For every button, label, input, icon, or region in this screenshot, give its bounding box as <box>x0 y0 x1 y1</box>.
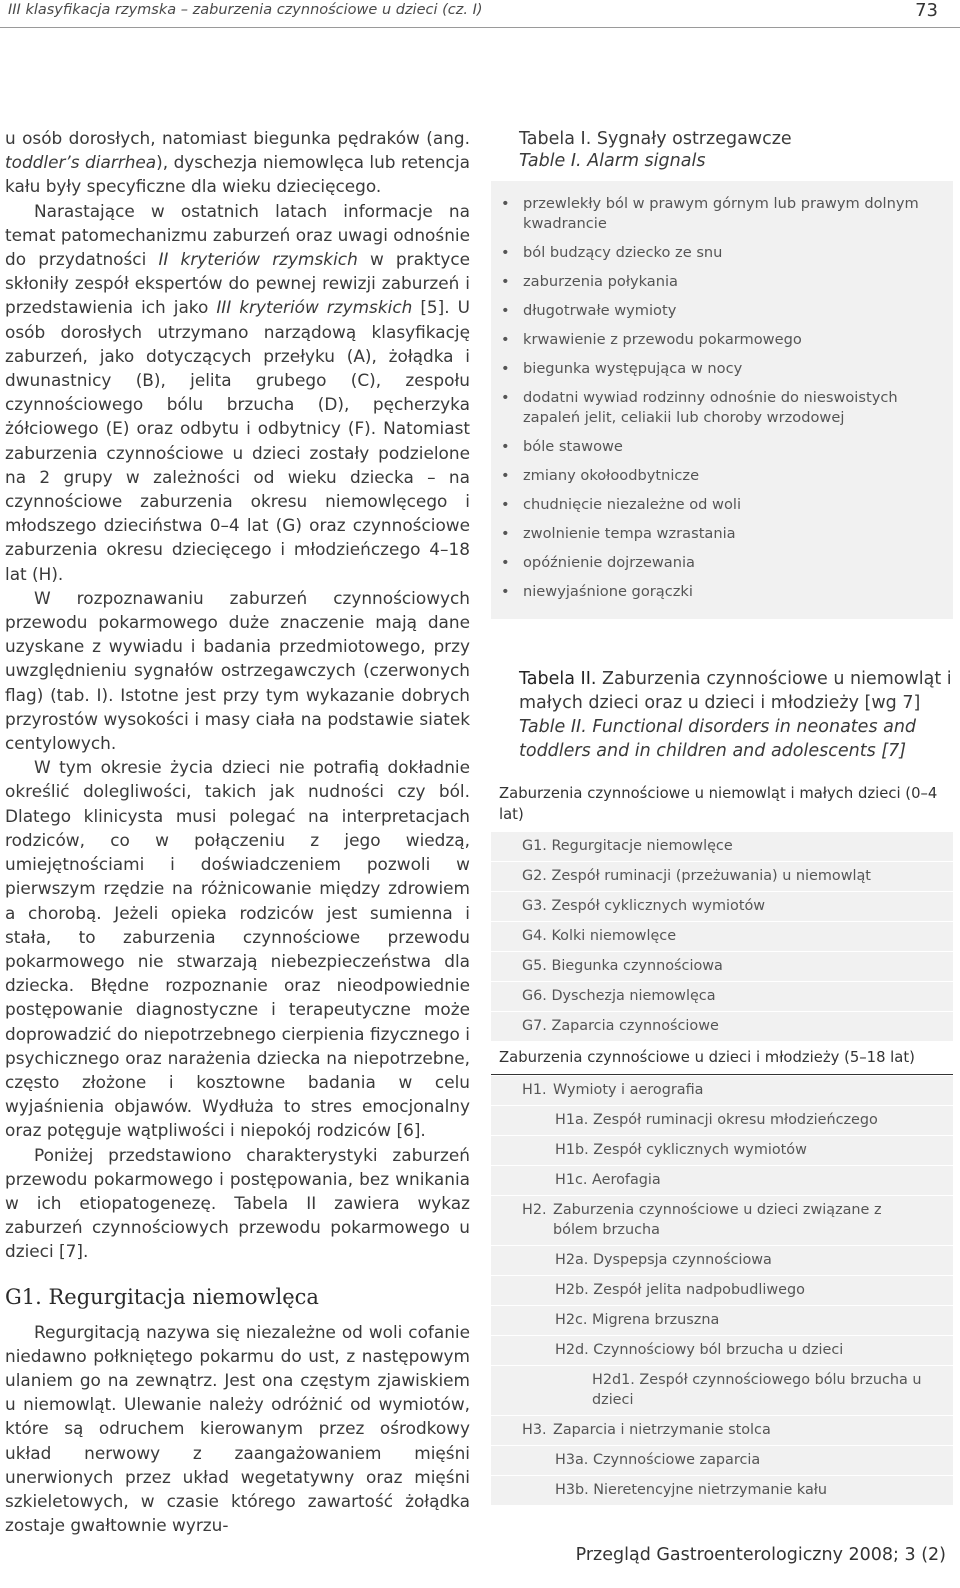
bullet-icon: • <box>501 302 510 319</box>
bullet-icon: • <box>501 389 510 406</box>
bullet-icon: • <box>501 583 510 600</box>
bullet-icon: • <box>501 496 510 513</box>
table1-caption: Tabela I. Sygnały ostrzegawcze Table I. Alarm signals <box>519 129 792 171</box>
paragraph-5: Poniżej przedstawiono charakterystyki zaburzeń przewodu pokarmowego i postępowania, bez wnikania w ich etiopatogenezę. Tabela II zawiera wykaz zaburzeń czynnościowych przewodu pokarmowego u dzieci [7]. <box>5 1144 470 1262</box>
table2-row-h1: H1. Wymioty i aerografia <box>491 1075 953 1105</box>
table2-row: H2b. Zespół jelita nadpobudliwego <box>491 1275 953 1305</box>
table2-h3-list <box>491 1445 953 1505</box>
alarm-signal-text: chudnięcie niezależne od woli <box>523 496 742 513</box>
table2-h1-list <box>491 1105 953 1195</box>
table2-group-header-children: Zaburzenia czynnościowe u dzieci i młodzieży (5–18 lat) <box>491 1041 953 1075</box>
table2-row: G7. Zaparcia czynnościowe <box>491 1011 953 1041</box>
alarm-signal-item <box>499 243 945 263</box>
main-text-column <box>5 126 470 1537</box>
table2-row: G3. Zespół cyklicznych wymiotów <box>491 891 953 921</box>
table2-group-header-infants: Zaburzenia czynnościowe u niemowląt i małych dzieci (0–4 lat) <box>491 777 953 831</box>
alarm-signal-item <box>499 330 945 350</box>
table2-group1-list <box>491 831 953 1041</box>
header-rule <box>0 27 960 28</box>
alarm-signal-item <box>499 437 945 457</box>
alarm-signal-item <box>499 582 945 602</box>
tables-column <box>491 128 953 1505</box>
paragraph-2: Narastające w ostatnich latach informacje na temat patomechanizmu zaburzeń oraz uwagi odnośnie do przydatności II kryteriów rzymskich w praktyce skłoniły zespół ekspertów do pewnej rewizji zaburzeń i przedstawienia ich jako III kryteriów rzymskich [5]. U osób dorosłych utrzymano narządową klasyfikację zaburzeń, jako dotyczących przełyku (A), żołądka i dwunastnicy (B), jelita grubego (C), zespołu czynnościowego bólu brzucha (D), pęcherzyka żółciowego (E) oraz odbytu i odbytnicy (F). Natomiast zaburzenia czynnościowe u dzieci zostały podzielone na 2 grupy w zależności od wieku dziecka – na czynnościowe zaburzenia okresu niemowlęcego i młodszego dzieciństwa 0–4 lat (G) oraz czynnościowe zaburzenia okresu dziecięcego i młodzieńczego 4–18 lat (H). <box>5 200 471 584</box>
alarm-signal-text: przewlekły ból w prawym górnym lub prawym dolnym kwadrancie <box>523 195 919 232</box>
table2-h2-list <box>491 1245 953 1365</box>
bullet-icon: • <box>501 244 510 261</box>
table2-row-h2d1: H2d1. Zespół czynnościowego bólu brzucha u dzieci <box>491 1365 953 1415</box>
bullet-icon: • <box>501 554 510 571</box>
alarm-signal-text: ból budzący dziecko ze snu <box>523 244 723 261</box>
alarm-signal-text: długotrwałe wymioty <box>523 302 677 319</box>
table2-row: H1c. Aerofagia <box>491 1165 953 1195</box>
table2-row: G5. Biegunka czynnościowa <box>491 951 953 981</box>
table2-row: H3b. Nieretencyjne nietrzymanie kału <box>491 1475 953 1505</box>
table2-row: H2a. Dyspepsja czynnościowa <box>491 1245 953 1275</box>
alarm-signal-text: zwolnienie tempa wzrastania <box>523 525 736 542</box>
footer-journal: Przegląd Gastroenterologiczny 2008; 3 (2) <box>575 1545 946 1565</box>
alarm-signal-item <box>499 359 945 379</box>
paragraph-4: W tym okresie życia dzieci nie potrafią dokładnie określić dolegliwości, takich jak nudności czy ból. Dlatego klinicysta musi polegać na interpretacjach rodziców, co w połączeniu z jego wiedzą, umiejętnościami i doświadczeniem pozwoli w pierwszym rzędzie na różnicowanie między zdrowiem a chorobą. Jeżeli opieka rodziców jest sumienna i stała, to zaburzenia czynnościowe przewodu pokarmowego nie stwarzają niebezpieczeństwa dla dziecka. Błędne rozpoznanie oraz nieodpowiednie postępowanie diagnostyczne i terapeutyczne może doprowadzić do niepotrzebnego cierpienia fizycznego i psychicznego oraz narażenia dziecka na niepotrzebne, często złożone i kosztowne badania w celu wyjaśnienia objawów. Wydłuża to stres emocjonalny oraz potęguje wątpliwości i niepokój rodziców [6]. <box>5 757 470 1141</box>
page-number: 73 <box>915 0 938 21</box>
alarm-signal-text: zmiany okołoodbytnicze <box>523 467 700 484</box>
alarm-signal-item <box>499 388 945 428</box>
alarm-signal-item <box>499 272 945 292</box>
alarm-signal-text: bóle stawowe <box>523 438 623 455</box>
alarm-signal-text: krwawienie z przewodu pokarmowego <box>523 331 802 348</box>
bullet-icon: • <box>501 273 510 290</box>
alarm-signal-item <box>499 553 945 573</box>
table2-row: G1. Regurgitacje niemowlęce <box>491 831 953 861</box>
paragraph-1: u osób dorosłych, natomiast biegunka pędraków (ang. toddler’s diarrhea), dyschezja niemowlęca lub retencja kału były specyficzne dla wieku dziecięcego. <box>5 128 470 197</box>
bullet-icon: • <box>501 195 510 212</box>
alarm-signal-text: niewyjaśnione gorączki <box>523 583 693 600</box>
table2-row-h3: H3. Zaparcia i nietrzymanie stolca <box>491 1415 953 1445</box>
alarm-signal-text: zaburzenia połykania <box>523 273 679 290</box>
paragraph-6: Regurgitacją nazywa się niezależne od woli cofanie niedawno połkniętego pokarmu do ust, z następowym ulaniem go na zewnątrz. Jest ona częstym zjawiskiem u niemowląt. Ulewanie należy odróżnić od wymiotów, które są odruchem kierowanym przez ośrodkowy układ nerwowy z zaangażowaniem mięśni unerwionych przez układ wegetatywny oraz mięśni szkieletowych, w czasie którego zawartość żołądka zostaje gwałtownie wyrzu- <box>5 1321 470 1536</box>
table2-row: H1a. Zespół ruminacji okresu młodzieńczego <box>491 1105 953 1135</box>
paragraph-3: W rozpoznawaniu zaburzeń czynnościowych przewodu pokarmowego duże znaczenie mają dane uzyskane z wywiadu i badania przedmiotowego, przy uwzględnieniu sygnałów ostrzegawczych (czerwonych flag) (tab. I). Istotne jest przy tym wykazanie dobrych przyrostów wysokości i masy ciała na podstawie siatek centylowych. <box>5 587 470 754</box>
alarm-signal-text: dodatni wywiad rodzinny odnośnie do nieswoistych zapaleń jelit, celiakii lub choroby wrzodowej <box>523 389 898 426</box>
table2-row: G2. Zespół ruminacji (przeżuwania) u niemowląt <box>491 861 953 891</box>
bullet-icon: • <box>501 467 510 484</box>
alarm-signal-item <box>499 301 945 321</box>
bullet-icon: • <box>501 331 510 348</box>
table2-row: H3a. Czynnościowe zaparcia <box>491 1445 953 1475</box>
bullet-icon: • <box>501 438 510 455</box>
alarm-signal-text: opóźnienie dojrzewania <box>523 554 695 571</box>
alarm-signal-item <box>499 466 945 486</box>
alarm-signal-item <box>499 194 945 234</box>
table2-row-h2: H2. Zaburzenia czynnościowe u dzieci związane z bólem brzucha <box>491 1195 953 1245</box>
table2-row: H2d. Czynnościowy ból brzucha u dzieci <box>491 1335 953 1365</box>
table2-caption: Tabela II. Zaburzenia czynnościowe u niemowląt i małych dzieci oraz u dzieci i młodzieży [wg 7] Table II. Functional disorders in neonates and toddlers and in children and adolescents [7] <box>519 669 952 761</box>
alarm-signal-item <box>499 495 945 515</box>
alarm-signal-item <box>499 524 945 544</box>
table2-row: H1b. Zespół cyklicznych wymiotów <box>491 1135 953 1165</box>
bullet-icon: • <box>501 360 510 377</box>
table1-alarm-signals <box>491 181 953 619</box>
table2-functional-disorders <box>491 777 953 1505</box>
table2-row: G4. Kolki niemowlęce <box>491 921 953 951</box>
table2-row: H2c. Migrena brzuszna <box>491 1305 953 1335</box>
running-head: III klasyfikacja rzymska – zaburzenia czynnościowe u dzieci (cz. I) <box>8 2 483 18</box>
alarm-signal-text: biegunka występująca w nocy <box>523 360 743 377</box>
table2-row: G6. Dyschezja niemowlęca <box>491 981 953 1011</box>
section-heading-g1: G1. Regurgitacja niemowlęca <box>5 1284 319 1309</box>
bullet-icon: • <box>501 525 510 542</box>
